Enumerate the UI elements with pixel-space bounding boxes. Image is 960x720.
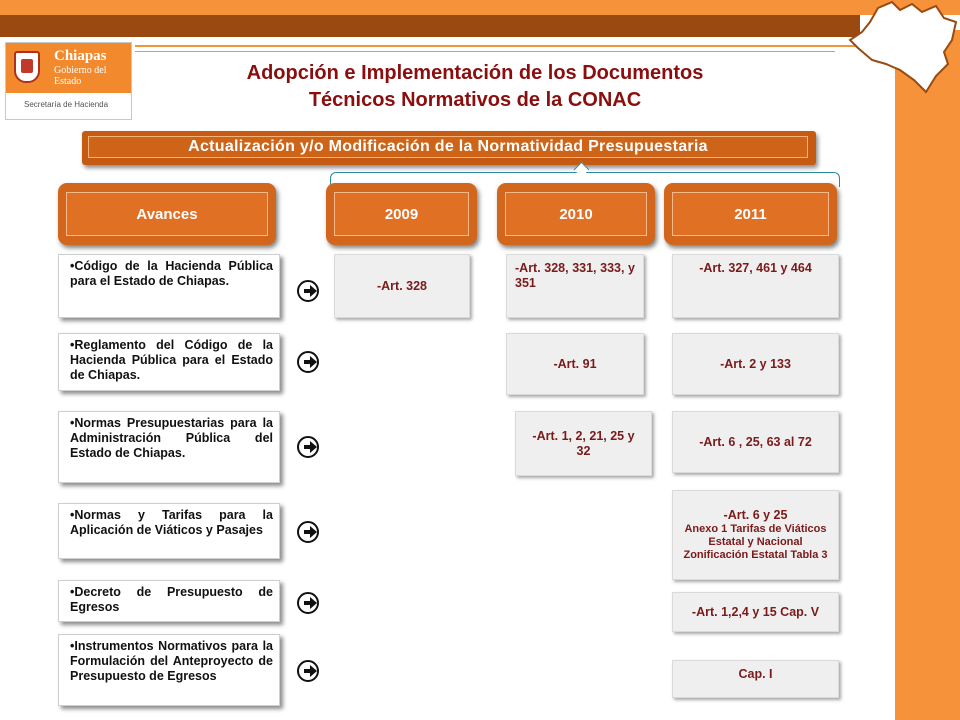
item-normas-tarifas-viaticos: •Normas y Tarifas para la Aplicación de Viáticos y Pasajes bbox=[58, 503, 280, 559]
cell-2011-row6: Cap. I bbox=[672, 660, 839, 698]
circle-arrow-right-icon bbox=[297, 592, 319, 614]
page-title bbox=[150, 60, 800, 114]
government-logo bbox=[5, 42, 132, 120]
logo-brand: Chiapas bbox=[54, 48, 107, 64]
cell-2011-row5: -Art. 1,2,4 y 15 Cap. V bbox=[672, 592, 839, 632]
circle-arrow-right-icon bbox=[297, 660, 319, 682]
cell-2011-row1: -Art. 327, 461 y 464 bbox=[672, 254, 839, 318]
cell-2011-row2: -Art. 2 y 133 bbox=[672, 333, 839, 395]
banner-text: Actualización y/o Modificación de la Normatividad Presupuestaria bbox=[88, 136, 808, 158]
cell-2011-row4 bbox=[672, 490, 839, 580]
item-codigo-hacienda: •Código de la Hacienda Pública para el Estado de Chiapas. bbox=[58, 254, 280, 318]
cell-2010-row2: -Art. 91 bbox=[506, 333, 644, 395]
logo-department: Secretaría de Hacienda bbox=[24, 100, 109, 109]
item-reglamento-codigo: •Reglamento del Código de la Hacienda Pública para el Estado de Chiapas. bbox=[58, 333, 280, 391]
header-2011-label: 2011 bbox=[672, 192, 829, 236]
cell-2011-row4-detail: Anexo 1 Tarifas de Viáticos Estatal y Nacional Zonificación Estatal Tabla 3 bbox=[683, 523, 828, 561]
logo-banner bbox=[6, 43, 131, 93]
title-line-1: Adopción e Implementación de los Documentos bbox=[246, 62, 704, 84]
top-orange-band bbox=[0, 0, 960, 15]
cell-2010-row1: -Art. 328, 331, 333, y 351 bbox=[506, 254, 644, 318]
chiapas-map-icon bbox=[848, 0, 958, 95]
title-line-2: Técnicos Normativos de la CONAC bbox=[308, 89, 642, 111]
header-2010 bbox=[497, 183, 655, 245]
header-2009-label: 2009 bbox=[334, 192, 469, 236]
cell-2011-row3: -Art. 6 , 25, 63 al 72 bbox=[672, 411, 839, 473]
coat-of-arms-icon bbox=[14, 51, 40, 83]
header-2011 bbox=[664, 183, 837, 245]
header-avances bbox=[58, 183, 276, 245]
header-rule-bottom bbox=[135, 51, 835, 52]
top-dark-band bbox=[0, 15, 860, 37]
cell-2011-row4-main: -Art. 6 y 25 bbox=[723, 508, 788, 522]
right-orange-bar bbox=[895, 30, 960, 720]
header-2010-label: 2010 bbox=[505, 192, 647, 236]
item-decreto-presupuesto: •Decreto de Presupuesto de Egresos bbox=[58, 580, 280, 622]
circle-arrow-right-icon bbox=[297, 521, 319, 543]
cell-2009-row1: -Art. 328 bbox=[334, 254, 470, 318]
circle-arrow-right-icon bbox=[297, 351, 319, 373]
item-normas-presupuestarias: •Normas Presupuestarias para la Administración Pública del Estado de Chiapas. bbox=[58, 411, 280, 483]
header-2009 bbox=[326, 183, 477, 245]
cell-2010-row3: -Art. 1, 2, 21, 25 y 32 bbox=[515, 411, 652, 476]
logo-brand-sub: Gobierno del Estado bbox=[54, 65, 107, 87]
circle-arrow-right-icon bbox=[297, 436, 319, 458]
header-rule-top bbox=[135, 45, 855, 47]
item-instrumentos-normativos: •Instrumentos Normativos para la Formulación del Anteproyecto de Presupuesto de Egresos bbox=[58, 634, 280, 706]
circle-arrow-right-icon bbox=[297, 280, 319, 302]
header-avances-label: Avances bbox=[66, 192, 268, 236]
section-banner bbox=[82, 131, 816, 165]
